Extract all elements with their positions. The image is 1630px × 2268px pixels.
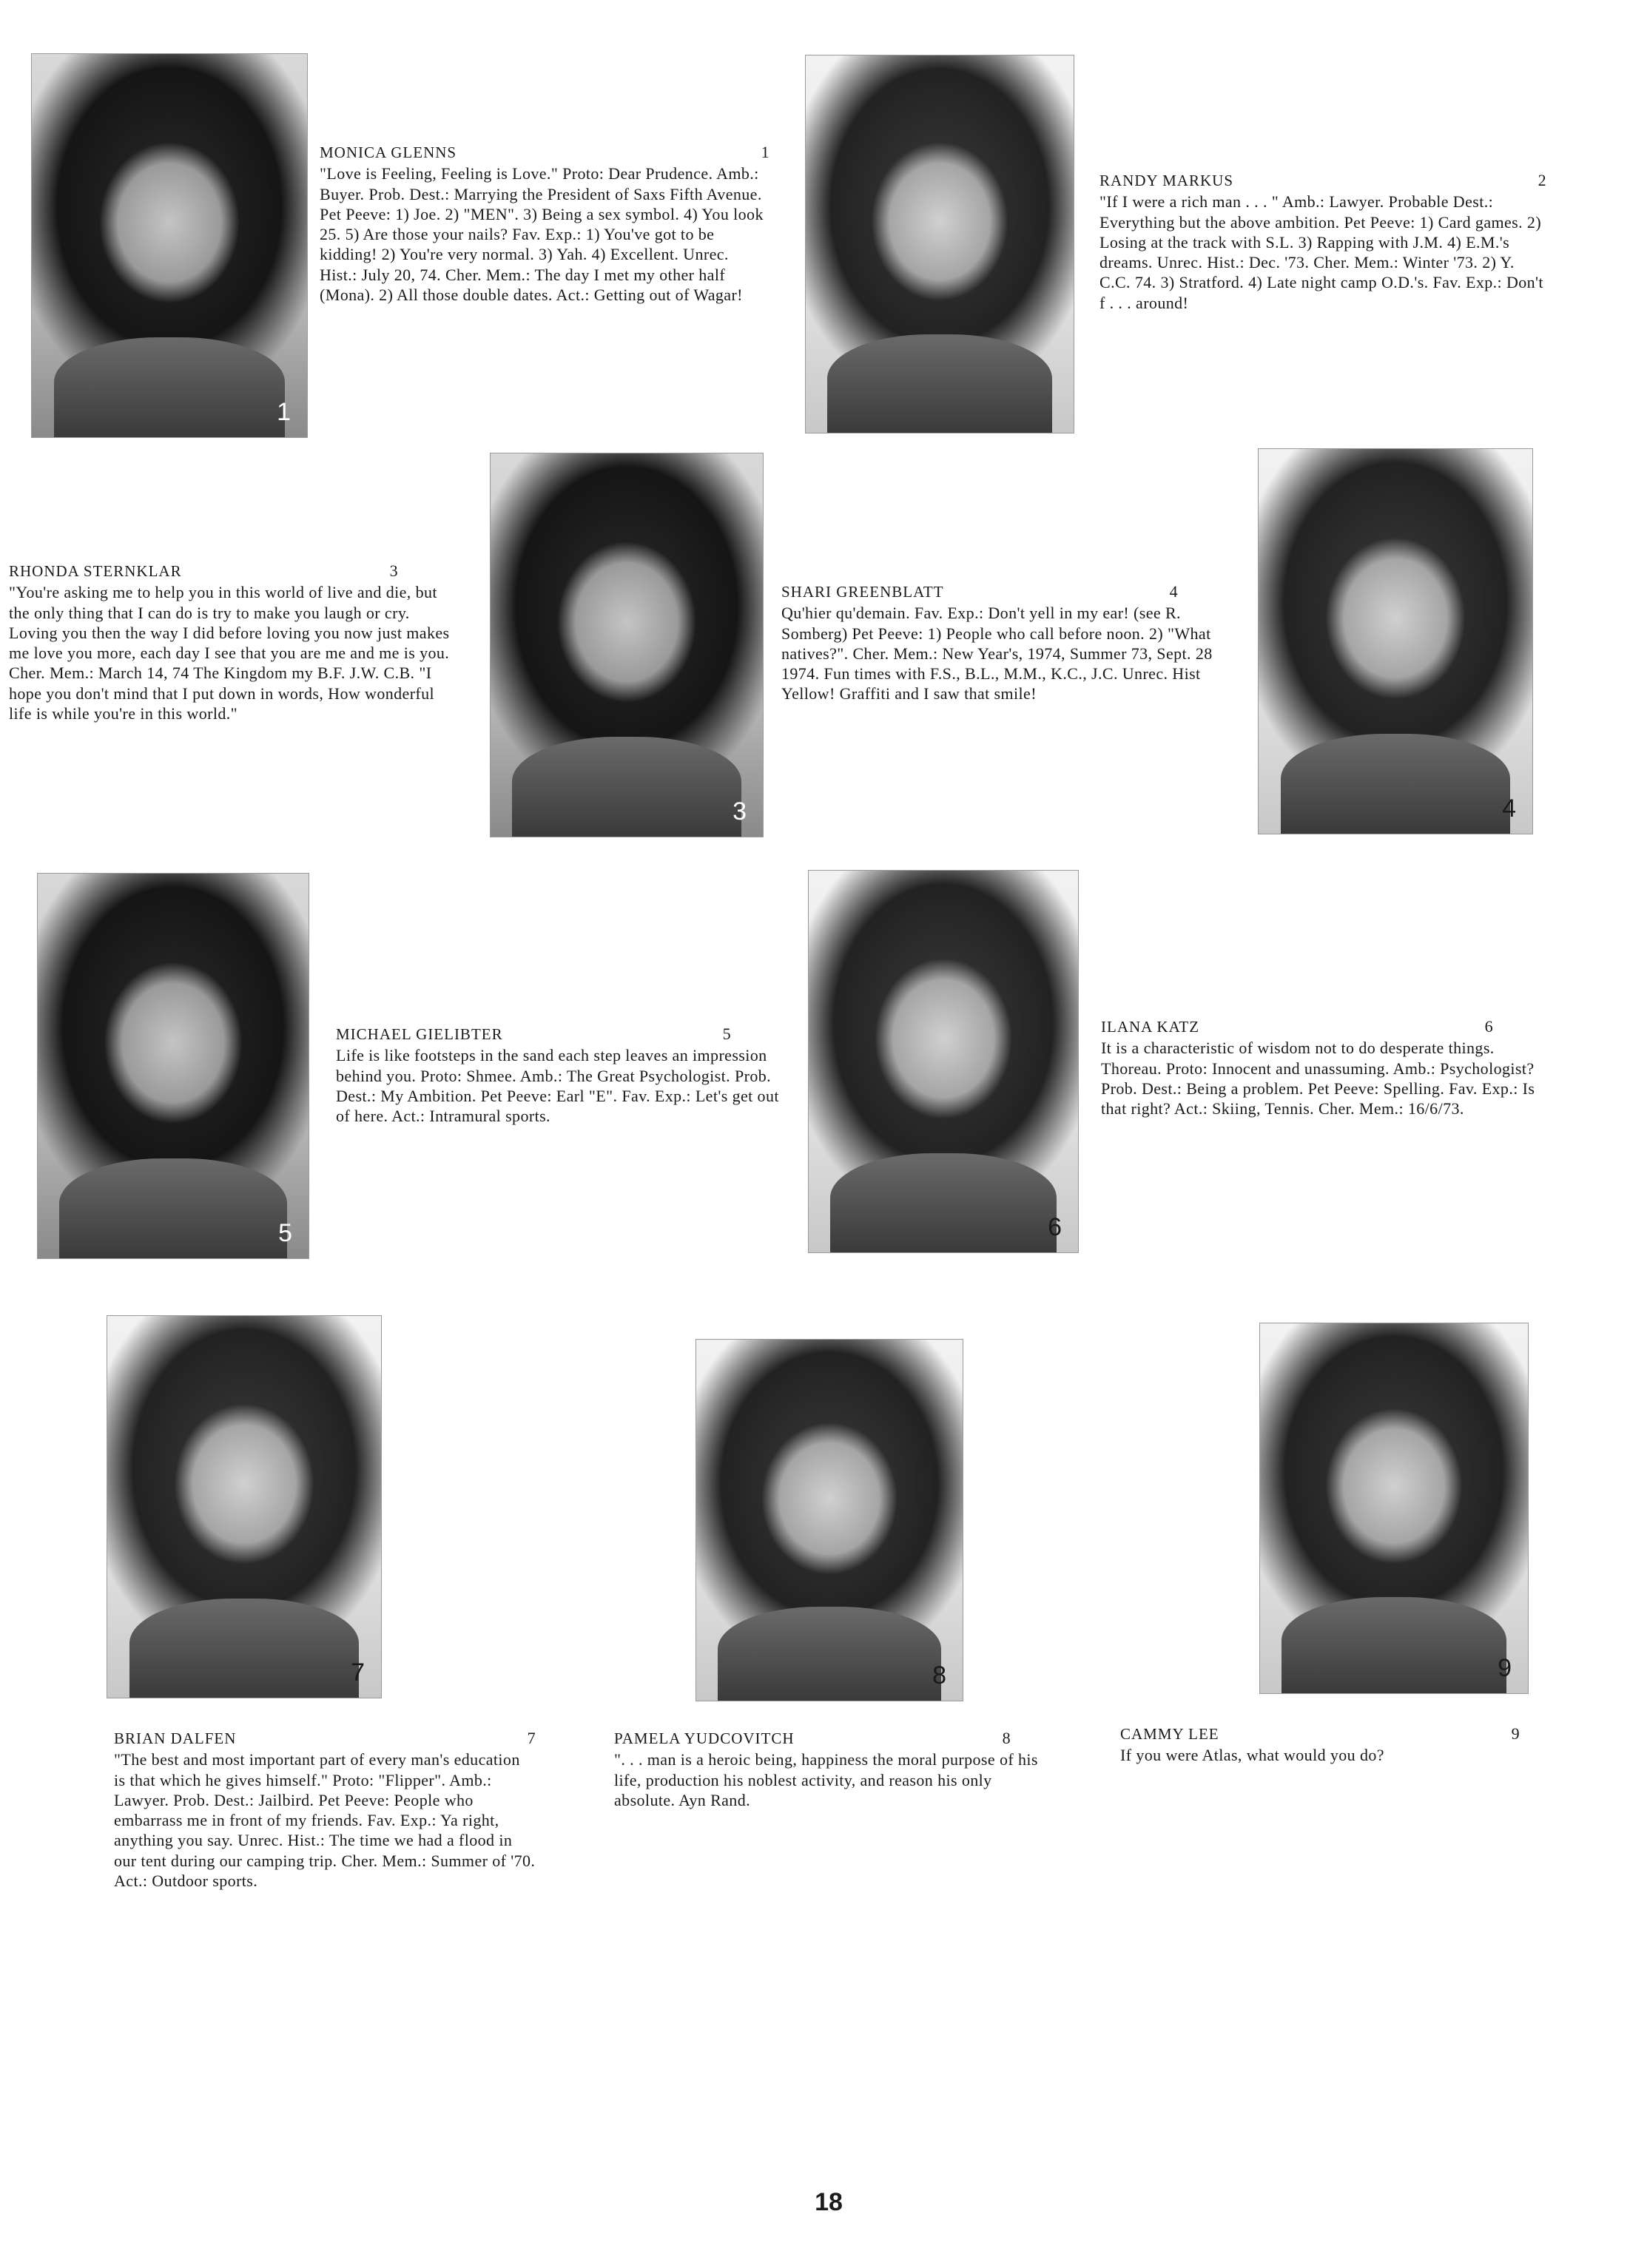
student-index: 5: [722, 1025, 731, 1043]
student-index: 1: [761, 143, 769, 161]
student-photo-1: [31, 53, 308, 438]
student-text: ". . . man is a heroic being, happiness the moral purpose of his life, production his noblest activity, and reason his only absolute. Ayn Rand.: [614, 1750, 1038, 1809]
student-bio-7: [114, 1728, 536, 1891]
student-text: Qu'hier qu'demain. Fav. Exp.: Don't yell in my ear! (see R. Somberg) Pet Peeve: 1) People who call before noon. 2) "What natives?". Cher. Mem.: New Year's, 1974, Summer 73, Sept. 28 1974. Fun times with F.S., B.L., M.M., K.C., J.C. Unrec. Hist Yellow! Graffiti and I saw that smile!: [781, 604, 1213, 703]
student-photo-7: [107, 1315, 382, 1698]
student-photo-8: [696, 1339, 963, 1701]
student-index: 9: [1511, 1724, 1520, 1743]
student-photo-2: [805, 55, 1074, 433]
student-index: 8: [1002, 1729, 1011, 1747]
photo-number: 7: [351, 1658, 365, 1687]
student-bio-8: [614, 1728, 1040, 1810]
student-text: "The best and most important part of every man's education is that which he gives himself." Proto: "Flipper". Amb.: Lawyer. Prob. Dest.: Jailbird. Pet Peeve: People who embarrass me in front of my friends. Fav. Exp.: Ya right, anything you say. Unrec. Hist.: The time we had a flood in our tent during our camping trip. Cher. Mem.: Summer of '70. Act.: Outdoor sports.: [114, 1750, 536, 1890]
student-name: RANDY MARKUS: [1099, 172, 1233, 189]
student-index: 3: [389, 561, 398, 580]
photo-number: 5: [278, 1219, 292, 1247]
student-name: SHARI GREENBLATT: [781, 583, 944, 601]
photo-number: 3: [733, 797, 747, 826]
student-name: RHONDA STERNKLAR: [9, 562, 182, 580]
student-bio-6: [1101, 1016, 1540, 1118]
student-bio-3: [9, 561, 450, 723]
student-text: If you were Atlas, what would you do?: [1120, 1746, 1384, 1765]
student-bio-5: [336, 1024, 780, 1126]
student-bio-9: [1120, 1724, 1520, 1766]
student-text: "If I were a rich man . . . " Amb.: Lawyer. Probable Dest.: Everything but the above ambition. Pet Peeve: 1) Card games. 2) Losing at the track with S.L. 3) Rapping with J.M. 4) E.M.'s dreams. Unrec. Hist.: Dec. '73. Cher. Mem.: Winter '73. 2) Y. C.C. 74. 3) Stratford. 4) Late night camp O.D.'s. Fav. Exp.: Don't f . . . around!: [1099, 192, 1543, 312]
student-name: CAMMY LEE: [1120, 1725, 1219, 1743]
photo-number: 6: [1048, 1213, 1062, 1241]
student-bio-1: [320, 142, 769, 305]
student-index: 6: [1484, 1017, 1493, 1036]
photo-number: 4: [1502, 794, 1516, 823]
student-index: 2: [1538, 171, 1546, 189]
student-photo-3: [490, 453, 764, 837]
student-photo-9: [1259, 1323, 1529, 1694]
student-name: MONICA GLENNS: [320, 144, 457, 161]
student-name: MICHAEL GIELIBTER: [336, 1025, 503, 1043]
student-text: "Love is Feeling, Feeling is Love." Proto: Dear Prudence. Amb.: Buyer. Prob. Dest.: Marrying the President of Saxs Fifth Avenue. Pet Peeve: 1) Joe. 2) "MEN". 3) Being a sex symbol. 4) You look 25. 5) Are those your nails? Fav. Exp.: 1) You've got to be kidding! 2) You're very normal. 3) Yah. 4) Excellent. Unrec. Hist.: July 20, 74. Cher. Mem.: The day I met my other half (Mona). 2) All those double dates. Act.: Getting out of Wagar!: [320, 164, 764, 304]
student-name: ILANA KATZ: [1101, 1018, 1200, 1036]
student-name: PAMELA YUDCOVITCH: [614, 1729, 795, 1747]
student-index: 7: [527, 1729, 536, 1747]
student-bio-4: [781, 581, 1216, 704]
student-photo-4: [1258, 448, 1533, 834]
photo-number: 1: [277, 398, 291, 426]
student-bio-2: [1099, 170, 1546, 313]
student-text: Life is like footsteps in the sand each step leaves an impression behind you. Proto: Shmee. Amb.: The Great Psychologist. Prob. Dest.: My Ambition. Pet Peeve: Earl "E". Fav. Exp.: Let's get out of here. Act.: Intramural sports.: [336, 1046, 779, 1126]
photo-number: 8: [932, 1661, 946, 1690]
student-text: It is a characteristic of wisdom not to do desperate things. Thoreau. Proto: Innocent and unassuming. Amb.: Psychologist? Prob. Dest.: Being a problem. Pet Peeve: Spelling. Fav. Exp.: Is that right? Act.: Skiing, Tennis. Cher. Mem.: 16/6/73.: [1101, 1039, 1535, 1118]
student-photo-5: [37, 873, 309, 1259]
student-name: BRIAN DALFEN: [114, 1729, 237, 1747]
page-number: 18: [815, 2188, 843, 2216]
student-index: 4: [1169, 582, 1178, 601]
student-text: "You're asking me to help you in this world of live and die, but the only thing that I can do is try to make you laugh or cry. Loving you then the way I did before loving you now just makes me love you more, each day I see that you are me and me is you. Cher. Mem.: March 14, 74 The Kingdom my B.F. J.W. C.B. "I hope you don't mind that I put down in words, How wonderful life is while you're in this world.": [9, 583, 450, 723]
photo-number: 9: [1498, 1654, 1512, 1682]
student-photo-6: [808, 870, 1079, 1253]
